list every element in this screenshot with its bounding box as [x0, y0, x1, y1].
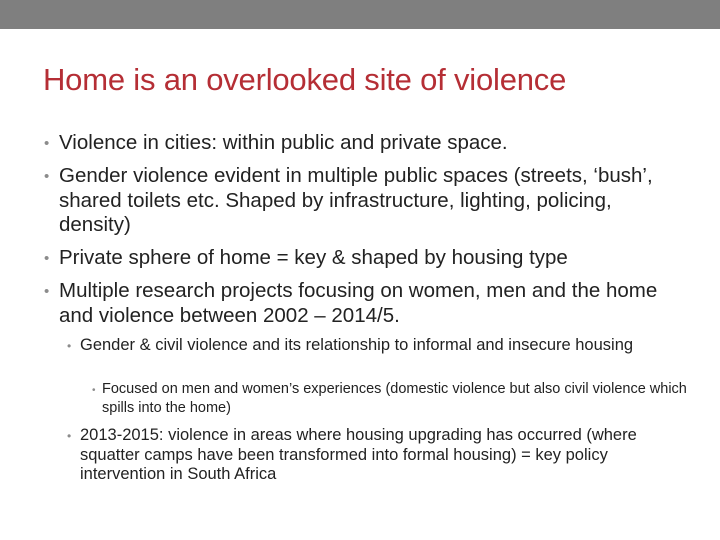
bullet-item: [67, 426, 690, 485]
top-banner: [0, 0, 720, 29]
bullet-dot-icon: •: [92, 385, 96, 396]
bullet-text: Multiple research projects focusing on women, men and the home and violence between 2002 – 2014/5.: [59, 279, 658, 327]
bullet-text: 2013-2015: violence in areas where housing upgrading has occurred (where squatter camps have been transformed into formal housing) = key policy intervention in South Africa: [80, 426, 637, 483]
bullet-text: Focused on men and women’s experiences (domestic violence but also civil violence which spills into the home): [102, 381, 687, 416]
bullet-dot-icon: •: [44, 135, 50, 152]
bullet-text: Gender & civil violence and its relationship to informal and insecure housing: [80, 336, 634, 354]
bullet-item: [44, 279, 669, 328]
slide-title: Home is an overlooked site of violence: [43, 62, 567, 97]
bullet-item: [44, 164, 679, 238]
bullet-item: [92, 380, 702, 418]
bullet-text: Private sphere of home = key & shaped by housing type: [59, 246, 568, 269]
bullet-text: Violence in cities: within public and private space.: [59, 131, 508, 154]
bullet-dot-icon: •: [67, 429, 72, 443]
bullet-dot-icon: •: [44, 250, 50, 267]
bullet-item: [67, 336, 690, 356]
bullet-dot-icon: •: [67, 339, 72, 353]
bullet-text: Gender violence evident in multiple public spaces (streets, ‘bush’, shared toilets etc. Shaped by infrastructure, lighting, policing, density): [59, 164, 653, 236]
bullet-item: [44, 131, 699, 156]
bullet-dot-icon: •: [44, 283, 50, 300]
bullet-item: [44, 246, 699, 271]
bullet-dot-icon: •: [44, 168, 50, 185]
